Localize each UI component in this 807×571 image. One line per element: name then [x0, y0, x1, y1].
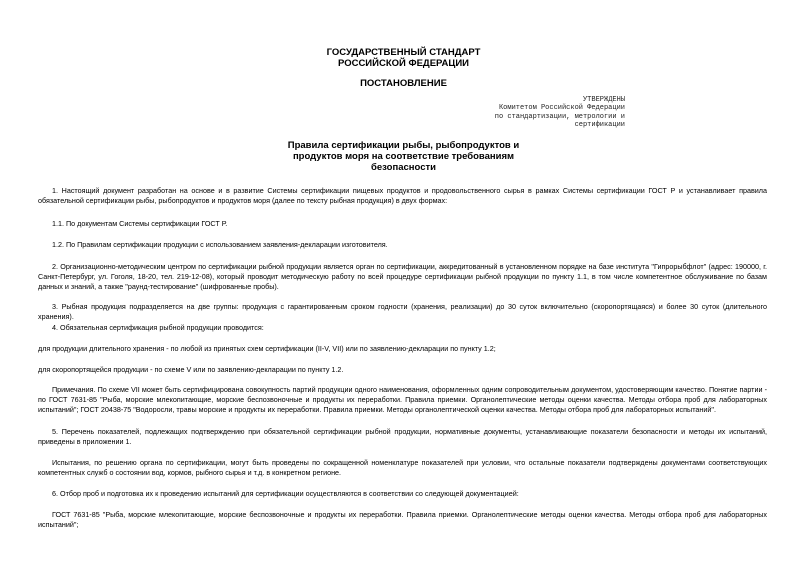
- paragraph-4-perishable: для скоропортящейся продукции - по схеме V или по заявлению-декларации по пункту 1.2.: [38, 365, 344, 374]
- paragraph-3: 3. Рыбная продукция подразделяется на две группы: продукция с гарантированным сроком годности (хранения, реализации) до 30 суток включительно (скоропортящаяся) и более 30 суток (длительного хранения).: [38, 302, 767, 321]
- paragraph-2: 2. Организационно-методическим центром по сертификации рыбной продукции является орган по сертификации, аккредитованный в установленном порядке на базе института "Гипрорыбфлот" (адрес: 190000, г. Санкт-Петербург, ул. Гоголя, 18-20, тел. 219-12-08), который проводит методическую работу по всей процедуре сертификации рыбной продукции по пункту 1.1, в том числе компетентное обслуживание по базам данных и знаний, а также "раунд-тестирование" (шифрованные пробы).: [38, 262, 767, 291]
- standard-title-line-2: РОССИЙСКОЙ ФЕДЕРАЦИИ: [337, 58, 469, 69]
- paragraph-1-1: 1.1. По документам Системы сертификации ГОСТ Р.: [52, 219, 228, 228]
- approval-line-2: Комитетом Российской Федерации: [498, 104, 625, 113]
- approval-line-1: УТВЕРЖДЕНЫ: [582, 96, 625, 104]
- paragraph-1: 1. Настоящий документ разработан на основе и в развитие Системы сертификации пищевых продуктов и продовольственного сырья в рамках Системы сертификации ГОСТ Р и устанавливает правила обязательной сертификации рыбы, рыбопродуктов и продуктов моря (далее по тексту рыбная продукция) в двух формах:: [38, 186, 767, 205]
- standard-title: [0, 47, 807, 69]
- paragraph-4: 4. Обязательная сертификация рыбной продукции проводится:: [52, 323, 264, 332]
- paragraph-notes: Примечания. По схеме VII может быть сертифицирована совокупность партий продукции одного наименования, оформленных одним сопроводительным документом, удостоверяющим качество. Понятие партии - по ГОСТ 7631-85 "Рыба, морские млекопитающие, морские беспозвоночные и продукты их переработки. Правила приемки. Органолептические методы оценки качества. Методы отбора проб для лабораторных испытаний"; ГОСТ 20438-75 "Водоросли, травы морские и продукты их переработки. Правила приемки. Методы органолептической оценки качества. Методы отбора проб для лабораторных испытаний".: [38, 385, 767, 414]
- rules-title-line-1: Правила сертификации рыбы, рыбопродуктов и: [287, 140, 520, 151]
- paragraph-6: 6. Отбор проб и подготовка их к проведению испытаний для сертификации осуществляются в соответствии со следующей документацией:: [52, 489, 519, 498]
- rules-title-line-3: безопасности: [371, 162, 436, 173]
- paragraph-5-tests: Испытания, по решению органа по сертификации, могут быть проведены по сокращенной номенклатуре показателей при условии, что остальные показатели подтверждены документами соответствующих компетентных служб о состоянии вод, кормов, рыбного сырья и т.д. в конкретном регионе.: [38, 458, 767, 477]
- approval-line-4: сертификации: [574, 121, 625, 130]
- paragraph-6-gost: ГОСТ 7631-85 "Рыба, морские млекопитающие, морские беспозвоночные и продукты их переработки. Правила приемки. Органолептические методы оценки качества. Методы отбора проб для лабораторных испытаний";: [38, 510, 767, 529]
- decree-heading: ПОСТАНОВЛЕНИЕ: [360, 78, 447, 89]
- standard-title-line-1: ГОСУДАРСТВЕННЫЙ СТАНДАРТ: [326, 47, 481, 58]
- approval-stamp: [425, 96, 625, 130]
- paragraph-1-2: 1.2. По Правилам сертификации продукции с использованием заявления-декларации изготовителя.: [52, 240, 388, 249]
- paragraph-4-long-storage: для продукции длительного хранения - по любой из принятых схем сертификации (II-V, VII) или по заявлению-декларации по пункту 1.2;: [38, 344, 496, 353]
- paragraph-5: 5. Перечень показателей, подлежащих подтверждению при обязательной сертификации рыбной продукции, нормативные документы, устанавливающие показатели безопасности и методы их испытаний, приведены в приложении 1.: [38, 427, 767, 446]
- rules-title-line-2: продуктов моря на соответствие требованиям: [292, 151, 515, 162]
- rules-title: [0, 140, 807, 173]
- approval-line-3: по стандартизации, метрологии и: [494, 112, 625, 121]
